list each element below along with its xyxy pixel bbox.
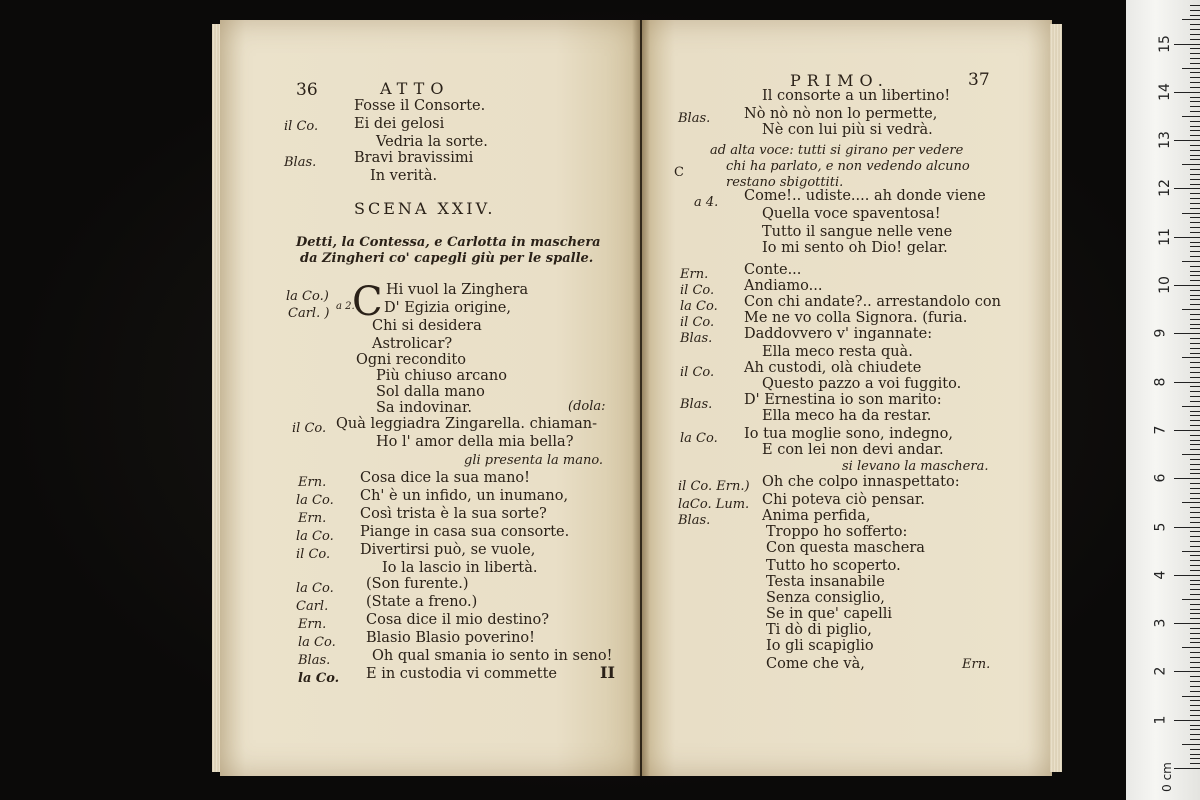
- ruler-tick: [1190, 72, 1200, 73]
- ruler-tick: [1182, 213, 1200, 214]
- ruler-tick: [1190, 135, 1200, 136]
- catchword: Ern.: [962, 657, 991, 672]
- ruler-tick: [1190, 121, 1200, 122]
- dlg-line-10: Blasio Blasio poverino!: [366, 630, 535, 646]
- ruler-tick: [1174, 92, 1200, 93]
- right-direction-4: si levano la maschera.: [842, 459, 989, 474]
- ruler-tick: [1190, 555, 1200, 556]
- rdlg-line-6: Ella meco resta quà.: [762, 344, 913, 360]
- ruler-tick: [1190, 15, 1200, 16]
- ruler-tick: [1190, 425, 1200, 426]
- ruler-tick: [1190, 667, 1200, 668]
- left-line-3: Vedria la sorte.: [376, 134, 488, 150]
- ruler-tick: [1190, 208, 1200, 209]
- ruler-tick: [1190, 676, 1200, 677]
- rdlg-line-9: D' Ernestina io son marito:: [744, 392, 942, 408]
- count-line-1: Quà leggiadra Zingarella. chiaman-: [336, 416, 598, 432]
- ruler-tick: [1190, 758, 1200, 759]
- ruler-tick: [1174, 44, 1200, 45]
- ruler-tick: [1190, 657, 1200, 658]
- ruler-tick: [1182, 68, 1200, 69]
- rdlg-speaker-4: il Co.: [680, 315, 715, 330]
- ruler-tick: [1190, 604, 1200, 605]
- ruler-tick: [1190, 34, 1200, 35]
- right-running-head: PRIMO.: [790, 71, 889, 90]
- ruler-tick: [1190, 739, 1200, 740]
- ruler-tick: [1190, 328, 1200, 329]
- ruler-tick: [1190, 522, 1200, 523]
- duet-marker: a 2.: [336, 301, 355, 312]
- aria-line-3: Tutto ho scoperto.: [766, 558, 901, 574]
- aria-line-6: Se in que' capelli: [766, 606, 893, 622]
- ruler-number: 11: [1156, 227, 1173, 246]
- ruler-unit-label: 0 cm: [1159, 762, 1174, 792]
- rdlg-line-7: Ah custodi, olà chiudete: [744, 360, 922, 376]
- ruler-tick: [1190, 584, 1200, 585]
- ruler-tick: [1190, 53, 1200, 54]
- ruler-tick: [1190, 82, 1200, 83]
- ruler-tick: [1190, 440, 1200, 441]
- ruler-tick: [1190, 435, 1200, 436]
- ruler-tick: [1190, 686, 1200, 687]
- duet-speaker-1: la Co.): [286, 289, 329, 304]
- ruler-tick: [1190, 642, 1200, 643]
- ruler-tick: [1190, 498, 1200, 499]
- ruler-tick: [1190, 232, 1200, 233]
- dlg-line-9: Cosa dice il mio destino?: [366, 612, 549, 628]
- ruler-tick: [1190, 546, 1200, 547]
- ruler-number: 8: [1152, 377, 1169, 387]
- ruler-tick: [1190, 580, 1200, 581]
- ruler-tick: [1190, 48, 1200, 49]
- ruler-tick: [1182, 116, 1200, 117]
- left-speaker-2: il Co.: [284, 119, 319, 134]
- rdlg-speaker-2: il Co.: [680, 283, 715, 298]
- ruler-tick: [1174, 285, 1200, 286]
- ruler-tick: [1190, 193, 1200, 194]
- right-speaker-2: Blas.: [678, 111, 711, 126]
- ruler-tick: [1190, 560, 1200, 561]
- song-line-4: Astrolicar?: [372, 336, 453, 352]
- ruler-tick: [1190, 174, 1200, 175]
- ruler-tick: [1182, 599, 1200, 600]
- dlg-speaker-5: il Co.: [296, 547, 331, 562]
- drop-cap: C: [352, 279, 383, 325]
- chorus-line-4: Io mi sento oh Dio! gelar.: [762, 240, 948, 256]
- ruler-tick: [1190, 618, 1200, 619]
- ruler-number: 7: [1152, 425, 1169, 435]
- ruler-tick: [1182, 647, 1200, 648]
- ruler-number: 14: [1156, 82, 1173, 101]
- dlg-line-3: Così trista è la sua sorte?: [360, 506, 547, 522]
- ruler-number: 1: [1152, 715, 1169, 725]
- rdlg-line-4: Me ne vo colla Signora. (furia.: [744, 310, 968, 326]
- ruler-tick: [1190, 517, 1200, 518]
- ruler-tick: [1190, 362, 1200, 363]
- chorus-line-3: Tutto il sangue nelle vene: [762, 224, 953, 240]
- dlg-line-4: Piange in casa sua consorte.: [360, 524, 570, 540]
- right-line-1: Il consorte a un libertino!: [762, 88, 951, 104]
- ruler-tick: [1190, 97, 1200, 98]
- ruler-tick: [1174, 623, 1200, 624]
- ruler-tick: [1190, 391, 1200, 392]
- ruler-tick: [1182, 696, 1200, 697]
- ruler-tick: [1190, 179, 1200, 180]
- ruler-tick: [1174, 720, 1200, 721]
- ruler-tick: [1190, 145, 1200, 146]
- ruler-tick: [1190, 290, 1200, 291]
- ruler-tick: [1190, 299, 1200, 300]
- right-direction-1: ad alta voce: tutti si girano per vedere: [710, 143, 964, 158]
- rdlg-line-3: Con chi andate?.. arrestandolo con: [744, 294, 1001, 310]
- dlg-speaker-7: la Co.: [296, 581, 334, 596]
- ruler-tick: [1190, 628, 1200, 629]
- rdlg2-line-3: Anima perfida,: [762, 508, 871, 524]
- ruler-tick: [1190, 246, 1200, 247]
- rdlg-line-10: Ella meco ha da restar.: [762, 408, 932, 424]
- ruler-tick: [1190, 459, 1200, 460]
- ruler-tick: [1190, 77, 1200, 78]
- song-line-3: Chi si desidera: [372, 318, 482, 334]
- aria-line-7: Ti dò di piglio,: [766, 622, 872, 638]
- rdlg2-speaker-3: Blas.: [678, 513, 711, 528]
- duet-speaker-2: Carl. ): [288, 306, 330, 321]
- ruler-tick: [1174, 333, 1200, 334]
- ruler-tick: [1190, 705, 1200, 706]
- left-speaker-4: Blas.: [284, 155, 317, 170]
- ruler-tick: [1190, 130, 1200, 131]
- ruler-tick: [1190, 377, 1200, 378]
- ruler-tick: [1182, 309, 1200, 310]
- ruler-tick: [1190, 198, 1200, 199]
- aside-dola: (dola:: [568, 399, 606, 414]
- ruler-tick: [1190, 304, 1200, 305]
- ruler-tick: [1182, 551, 1200, 552]
- ruler-tick: [1190, 415, 1200, 416]
- ruler-tick: [1190, 531, 1200, 532]
- ruler-tick: [1174, 188, 1200, 189]
- rdlg-line-2: Andiamo...: [744, 278, 823, 294]
- ruler-number: 6: [1152, 473, 1169, 483]
- dlg-speaker-2: la Co.: [296, 493, 334, 508]
- song-line-1: Hi vuol la Zinghera: [386, 282, 529, 298]
- dlg-speaker-4: la Co.: [296, 529, 334, 544]
- ruler-tick: [1190, 493, 1200, 494]
- ruler-tick: [1190, 464, 1200, 465]
- ruler-tick: [1174, 768, 1200, 769]
- ruler-tick: [1190, 662, 1200, 663]
- song-line-8: Sa indovinar.: [376, 400, 472, 416]
- rdlg2-speaker-1: il Co. Ern.): [678, 479, 750, 494]
- ruler-tick: [1190, 754, 1200, 755]
- rdlg-speaker-9: Blas.: [680, 397, 713, 412]
- ruler-tick: [1190, 266, 1200, 267]
- rdlg-speaker-11: la Co.: [680, 431, 718, 446]
- ruler-tick: [1174, 478, 1200, 479]
- ruler-number: 4: [1152, 570, 1169, 580]
- signature-mark: II: [600, 663, 615, 682]
- ruler-tick: [1190, 570, 1200, 571]
- ruler-tick: [1174, 527, 1200, 528]
- ruler-tick: [1190, 536, 1200, 537]
- ruler-tick: [1190, 101, 1200, 102]
- ruler-number: 12: [1156, 179, 1173, 198]
- ruler-tick: [1190, 251, 1200, 252]
- chorus-line-2: Quella voce spaventosa!: [762, 206, 941, 222]
- ruler-number: 15: [1156, 34, 1173, 53]
- ruler-tick: [1190, 5, 1200, 6]
- ruler-tick: [1174, 382, 1200, 383]
- rdlg-speaker-5: Blas.: [680, 331, 713, 346]
- ruler-tick: [1190, 483, 1200, 484]
- ruler-number: 13: [1156, 131, 1173, 150]
- dlg-line-2: Ch' è un infido, un inumano,: [360, 488, 569, 504]
- count-line-2: Ho l' amor della mia bella?: [376, 434, 574, 450]
- right-direction-2: chi ha parlato, e non vedendo alcuno: [726, 159, 970, 174]
- dlg-line-12: E in custodia vi commette: [366, 666, 558, 682]
- rdlg2-line-2: Chi poteva ciò pensar.: [762, 492, 925, 508]
- ruler-tick: [1190, 338, 1200, 339]
- ruler-tick: [1174, 575, 1200, 576]
- ruler-tick: [1190, 512, 1200, 513]
- ruler-tick: [1190, 348, 1200, 349]
- rdlg2-line-1: Oh che colpo innaspettato:: [762, 474, 960, 490]
- ruler-tick: [1190, 715, 1200, 716]
- rdlg2-speaker-2: laCo. Lum.: [678, 497, 750, 512]
- ruler-tick: [1190, 106, 1200, 107]
- ruler-tick: [1190, 444, 1200, 445]
- ruler-tick: [1190, 353, 1200, 354]
- ruler-tick: [1182, 406, 1200, 407]
- rdlg-line-11: Io tua moglie sono, indegno,: [744, 426, 953, 442]
- aria-line-9: Come che và,: [766, 656, 865, 672]
- ruler-tick: [1190, 271, 1200, 272]
- ruler-tick: [1190, 638, 1200, 639]
- ruler-tick: [1190, 217, 1200, 218]
- ruler-tick: [1182, 454, 1200, 455]
- ruler-tick: [1190, 401, 1200, 402]
- aria-line-8: Io gli scapiglio: [766, 638, 874, 654]
- aria-line-4: Testa insanabile: [766, 574, 885, 590]
- dlg-speaker-1: Ern.: [298, 475, 327, 490]
- count-speaker: il Co.: [292, 421, 327, 436]
- ruler-tick: [1190, 420, 1200, 421]
- dlg-speaker-11: Blas.: [298, 653, 331, 668]
- ruler-tick: [1190, 613, 1200, 614]
- dlg-speaker-12: la Co.: [298, 671, 340, 686]
- aria-line-2: Con questa maschera: [766, 540, 925, 556]
- ruler-tick: [1182, 164, 1200, 165]
- ruler-tick: [1190, 507, 1200, 508]
- ruler-tick: [1190, 256, 1200, 257]
- ruler-tick: [1190, 39, 1200, 40]
- rdlg-line-1: Conte...: [744, 262, 802, 278]
- ruler-tick: [1182, 357, 1200, 358]
- ruler-tick: [1190, 222, 1200, 223]
- ruler-number: 2: [1152, 666, 1169, 676]
- ruler-tick: [1190, 541, 1200, 542]
- left-line-4: Bravi bravissimi: [354, 150, 474, 166]
- ruler-tick: [1190, 386, 1200, 387]
- right-line-2: Nò nò nò non lo permette,: [744, 106, 938, 122]
- ruler-tick: [1174, 237, 1200, 238]
- left-running-head: ATTO: [380, 79, 450, 98]
- measurement-ruler: [1126, 0, 1200, 800]
- ruler-tick: [1190, 159, 1200, 160]
- dlg-line-7: (Son furente.): [366, 576, 469, 592]
- count-direction: gli presenta la mano.: [464, 453, 604, 468]
- ruler-tick: [1190, 700, 1200, 701]
- left-line-2: Ei dei gelosi: [354, 116, 445, 132]
- ruler-tick: [1190, 314, 1200, 315]
- rdlg-line-8: Questo pazzo a voi fuggito.: [762, 376, 962, 392]
- ruler-tick: [1182, 261, 1200, 262]
- ruler-tick: [1190, 275, 1200, 276]
- ruler-tick: [1174, 140, 1200, 141]
- ruler-tick: [1190, 691, 1200, 692]
- ruler-tick: [1190, 10, 1200, 11]
- stage-direction-1: Detti, la Contessa, e Carlotta in maschera: [296, 235, 601, 250]
- book-gutter: [632, 20, 650, 776]
- aria-line-5: Senza consiglio,: [766, 590, 885, 606]
- dlg-line-11: Oh qual smania io sento in seno!: [372, 648, 613, 664]
- ruler-tick: [1190, 734, 1200, 735]
- right-page-number: 37: [968, 70, 990, 90]
- ruler-tick: [1190, 169, 1200, 170]
- ruler-tick: [1190, 633, 1200, 634]
- song-line-7: Sol dalla mano: [376, 384, 485, 400]
- dlg-speaker-9: Ern.: [298, 617, 327, 632]
- aria-line-1: Troppo ho sofferto:: [766, 524, 908, 540]
- ruler-tick: [1190, 184, 1200, 185]
- ruler-tick: [1190, 280, 1200, 281]
- ruler-tick: [1190, 449, 1200, 450]
- ruler-tick: [1182, 502, 1200, 503]
- ruler-tick: [1190, 488, 1200, 489]
- dlg-line-6: Io la lascio in libertà.: [382, 560, 538, 576]
- ruler-tick: [1190, 725, 1200, 726]
- ruler-tick: [1190, 24, 1200, 25]
- ruler-tick: [1190, 203, 1200, 204]
- dlg-line-5: Divertirsi può, se vuole,: [360, 542, 536, 558]
- ruler-tick: [1190, 411, 1200, 412]
- dlg-speaker-8: Carl.: [296, 599, 329, 614]
- ruler-number: 5: [1152, 522, 1169, 531]
- chorus-marker: a 4.: [694, 195, 719, 210]
- song-line-6: Più chiuso arcano: [376, 368, 507, 384]
- ruler-tick: [1190, 111, 1200, 112]
- ruler-tick: [1190, 63, 1200, 64]
- ruler-tick: [1190, 681, 1200, 682]
- rdlg-speaker-3: la Co.: [680, 299, 718, 314]
- rdlg-speaker-7: il Co.: [680, 365, 715, 380]
- ruler-tick: [1190, 763, 1200, 764]
- ruler-tick: [1190, 729, 1200, 730]
- margin-mark: C: [674, 165, 684, 180]
- song-line-2: D' Egizia origine,: [384, 300, 512, 316]
- ruler-number: 10: [1156, 276, 1173, 294]
- ruler-tick: [1190, 324, 1200, 325]
- rdlg-line-5: Daddovvero v' ingannate:: [744, 326, 933, 342]
- ruler-tick: [1190, 319, 1200, 320]
- dlg-speaker-10: la Co.: [298, 635, 336, 650]
- ruler-tick: [1190, 87, 1200, 88]
- ruler-tick: [1190, 565, 1200, 566]
- song-line-5: Ogni recondito: [356, 352, 466, 368]
- ruler-tick: [1190, 155, 1200, 156]
- ruler-tick: [1190, 473, 1200, 474]
- ruler-tick: [1190, 29, 1200, 30]
- ruler-tick: [1190, 227, 1200, 228]
- ruler-tick: [1174, 671, 1200, 672]
- ruler-tick: [1182, 19, 1200, 20]
- chorus-line-1: Come!.. udiste.... ah donde viene: [744, 188, 986, 204]
- ruler-tick: [1190, 710, 1200, 711]
- ruler-tick: [1190, 295, 1200, 296]
- left-page-number: 36: [296, 80, 318, 100]
- ruler-tick: [1190, 609, 1200, 610]
- ruler-tick: [1190, 749, 1200, 750]
- ruler-tick: [1190, 589, 1200, 590]
- scene-title: SCENA XXIV.: [354, 199, 496, 218]
- ruler-tick: [1190, 367, 1200, 368]
- ruler-tick: [1190, 594, 1200, 595]
- ruler-tick: [1190, 372, 1200, 373]
- ruler-tick: [1190, 150, 1200, 151]
- ruler-tick: [1190, 652, 1200, 653]
- left-line-5: In verità.: [370, 168, 438, 184]
- right-page-edges: [1050, 24, 1062, 772]
- left-line-1: Fosse il Consorte.: [354, 98, 486, 114]
- right-line-3: Nè con lui più si vedrà.: [762, 122, 933, 138]
- ruler-tick: [1182, 744, 1200, 745]
- ruler-tick: [1190, 343, 1200, 344]
- dlg-speaker-3: Ern.: [298, 511, 327, 526]
- rdlg-line-12: E con lei non devi andar.: [762, 442, 944, 458]
- ruler-tick: [1190, 58, 1200, 59]
- ruler-number: 3: [1152, 618, 1169, 628]
- ruler-number: 9: [1152, 328, 1169, 338]
- dlg-line-8: (State a freno.): [366, 594, 478, 610]
- right-direction-3: restano sbigottiti.: [726, 175, 844, 190]
- ruler-tick: [1174, 430, 1200, 431]
- ruler-tick: [1190, 126, 1200, 127]
- stage-direction-2: da Zingheri co' capegli giù per le spalle.: [300, 251, 594, 266]
- dlg-line-1: Cosa dice la sua mano!: [360, 470, 530, 486]
- ruler-tick: [1190, 469, 1200, 470]
- ruler-tick: [1190, 396, 1200, 397]
- rdlg-speaker-1: Ern.: [680, 267, 709, 282]
- ruler-tick: [1190, 242, 1200, 243]
